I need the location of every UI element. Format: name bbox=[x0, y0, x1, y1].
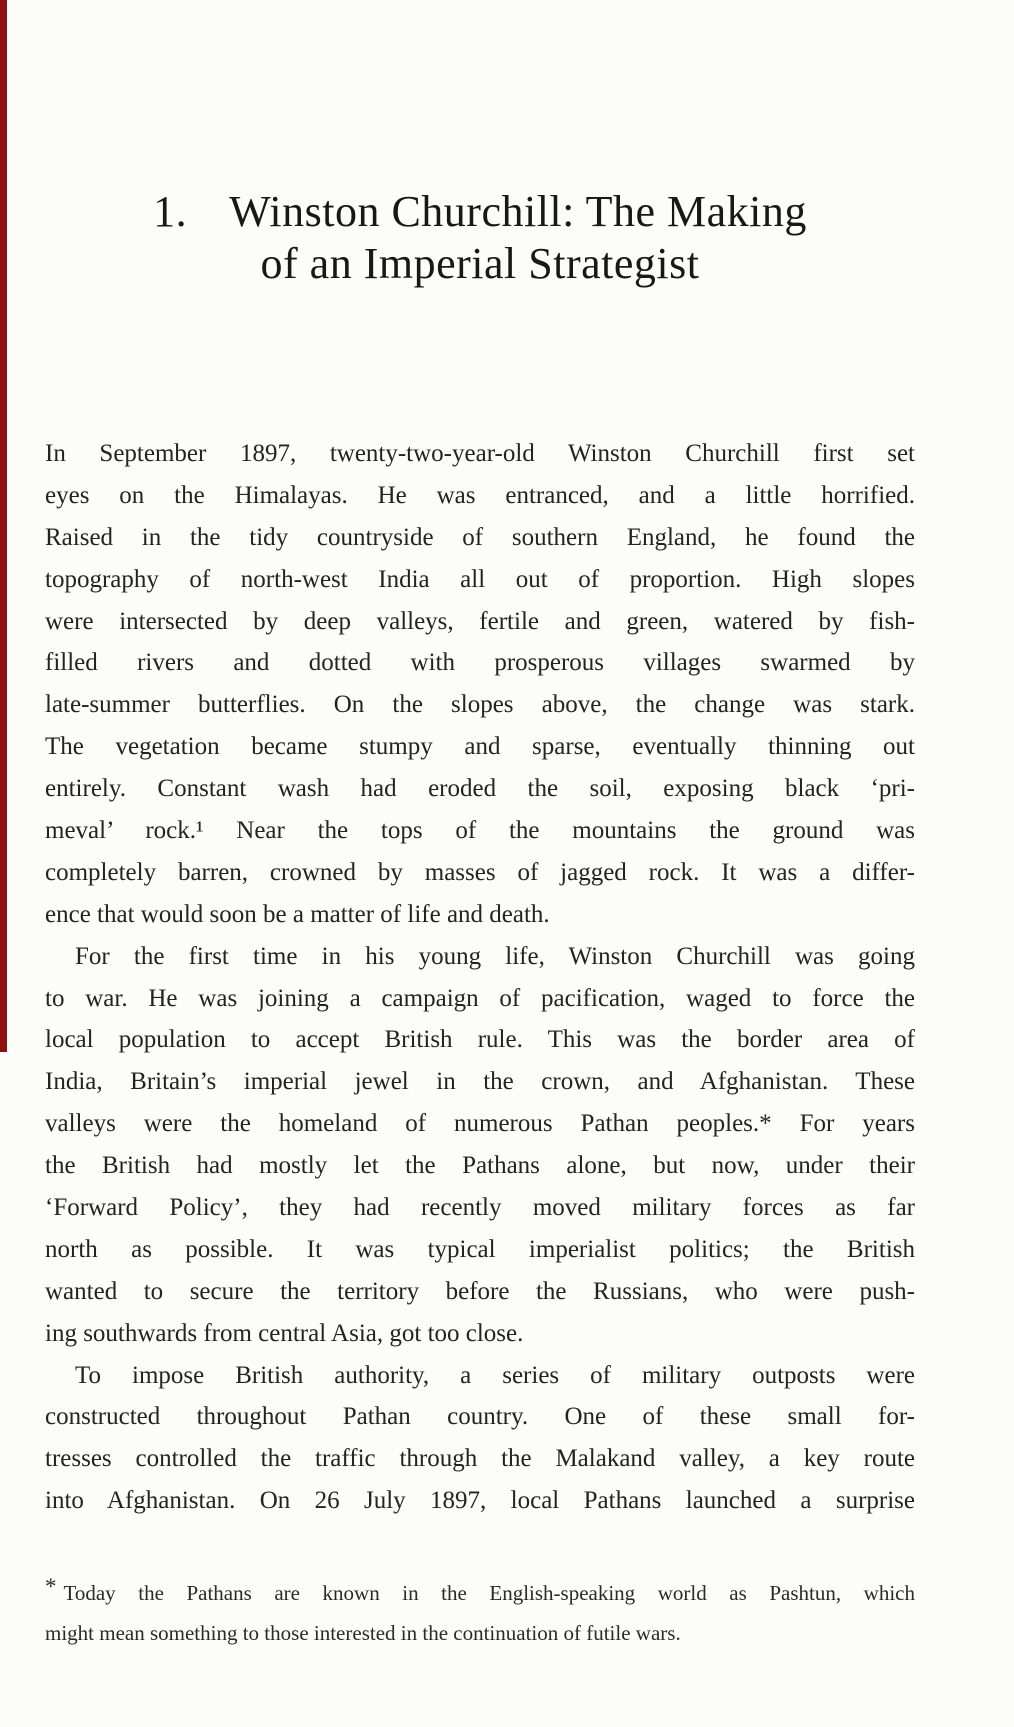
body-line: the British had mostly let the Pathans alone, but now, under their bbox=[45, 1152, 915, 1180]
body-line: India, Britain’s imperial jewel in the crown, and Afghanistan. These bbox=[45, 1068, 915, 1096]
body-line: local population to accept British rule. This was the border area of bbox=[45, 1026, 915, 1054]
body-text bbox=[45, 433, 915, 1522]
body-line: meval’ rock.¹ Near the tops of the mountains the ground was bbox=[45, 817, 915, 845]
body-line: wanted to secure the territory before the Russians, who were push- bbox=[45, 1277, 915, 1305]
footnote-marker: * bbox=[45, 1574, 57, 1599]
body-line: topography of north-west India all out of proportion. High slopes bbox=[45, 565, 915, 593]
page-edge-ribbon bbox=[0, 0, 7, 1052]
body-line: constructed throughout Pathan country. One of these small for- bbox=[45, 1403, 915, 1431]
body-line: to war. He was joining a campaign of pacification, waged to force the bbox=[45, 984, 915, 1012]
body-line: late-summer butterflies. On the slopes above, the change was stark. bbox=[45, 691, 915, 719]
chapter-title bbox=[45, 186, 915, 290]
body-line: completely barren, crowned by masses of jagged rock. It was a differ- bbox=[45, 858, 915, 886]
body-line: The vegetation became stumpy and sparse, eventually thinning out bbox=[45, 733, 915, 761]
footnote bbox=[45, 1573, 915, 1653]
chapter-number: 1. bbox=[153, 187, 188, 236]
chapter-title-line1: Winston Churchill: The Making bbox=[229, 187, 807, 236]
body-line: north as possible. It was typical imperialist politics; the British bbox=[45, 1235, 915, 1263]
body-line: valleys were the homeland of numerous Pathan peoples.* For years bbox=[45, 1110, 915, 1138]
body-line: ing southwards from central Asia, got too close. bbox=[45, 1319, 524, 1347]
body-line: ence that would soon be a matter of life and death. bbox=[45, 900, 550, 928]
chapter-title-line2: of an Imperial Strategist bbox=[260, 239, 700, 288]
body-line: To impose British authority, a series of military outposts were bbox=[75, 1361, 915, 1389]
footnote-line: * Today the Pathans are known in the English-speaking world as Pashtun, which bbox=[45, 1574, 915, 1605]
body-line: were intersected by deep valleys, fertile and green, watered by fish- bbox=[45, 607, 915, 635]
body-line: filled rivers and dotted with prosperous villages swarmed by bbox=[45, 649, 915, 677]
body-line: For the first time in his young life, Winston Churchill was going bbox=[75, 942, 915, 970]
body-line: eyes on the Himalayas. He was entranced, and a little horrified. bbox=[45, 481, 915, 509]
body-line: Raised in the tidy countryside of southern England, he found the bbox=[45, 523, 915, 551]
body-line: into Afghanistan. On 26 July 1897, local Pathans launched a surprise bbox=[45, 1487, 915, 1515]
chapter-title-line1-row bbox=[45, 186, 915, 238]
footnote-line: might mean something to those interested in the continuation of futile wars. bbox=[45, 1621, 681, 1645]
body-line: tresses controlled the traffic through the Malakand valley, a key route bbox=[45, 1445, 915, 1473]
body-line: ‘Forward Policy’, they had recently moved military forces as far bbox=[45, 1194, 915, 1222]
body-line: In September 1897, twenty-two-year-old Winston Churchill first set bbox=[45, 440, 915, 467]
body-line: entirely. Constant wash had eroded the soil, exposing black ‘pri- bbox=[45, 775, 915, 803]
